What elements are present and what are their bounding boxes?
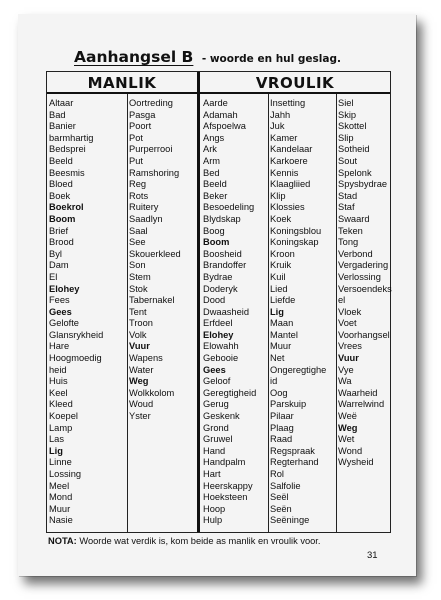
note-label: NOTA: <box>48 536 77 546</box>
word-entry: Elowahh <box>203 341 239 352</box>
word-entry: Volk <box>129 329 147 340</box>
word-entry: Seën <box>270 503 292 514</box>
word-entry: Glansrykheid <box>49 329 104 340</box>
word-entry: Versoendeks <box>338 283 392 294</box>
word-entry: Sotheid <box>338 144 370 155</box>
word-entry: Net <box>270 353 285 364</box>
word-entry: Skottel <box>338 121 367 132</box>
word-entry: Poort <box>129 121 152 132</box>
column-separator <box>127 94 128 532</box>
word-entry: Kroon <box>270 248 295 259</box>
word-entry: Klossies <box>270 202 305 213</box>
word-entry: Troon <box>129 318 153 329</box>
word-entry: Handpalm <box>203 457 246 468</box>
word-entry: Vergadering <box>338 260 389 271</box>
word-entry: Tong <box>338 237 359 248</box>
word-entry: Woud <box>129 399 154 410</box>
word-entry: Voorhangsel <box>338 329 390 340</box>
word-entry: Boosheid <box>203 248 242 259</box>
word-entry: Slip <box>338 132 354 143</box>
word-entry: Water <box>129 364 154 375</box>
word-entry: Teken <box>338 225 363 236</box>
word-entry: Vuur <box>338 353 359 364</box>
word-entry: Elohey <box>49 283 80 294</box>
word-entry: Koningsblou <box>270 225 322 236</box>
word-entry: Vrees <box>338 341 362 352</box>
word-entry: Mond <box>49 492 73 503</box>
word-entry: Gruwel <box>203 434 233 445</box>
word-entry: Staf <box>338 202 355 213</box>
word-entry: Regterhand <box>270 457 319 468</box>
word-entry: Bedsprei <box>49 144 86 155</box>
word-entry: Nasie <box>49 515 73 526</box>
word-entry: Swaard <box>338 213 370 224</box>
word-entry: Kleed <box>49 399 73 410</box>
gender-word-table <box>46 71 391 533</box>
word-entry: el <box>338 295 346 306</box>
word-entry: Adamah <box>203 109 238 120</box>
word-entry: Rots <box>129 190 149 201</box>
word-entry: Bloed <box>49 179 73 190</box>
word-entry: Gelofte <box>49 318 79 329</box>
word-entry: Boom <box>203 237 230 248</box>
column-separator <box>268 94 269 532</box>
word-entry: Jahh <box>270 109 291 120</box>
title-subtitle: - woorde en hul geslag. <box>201 53 341 65</box>
word-entry: heid <box>49 364 67 375</box>
word-entry: Parskuip <box>270 399 307 410</box>
word-entry: Besoedeling <box>203 202 255 213</box>
word-entry: Doderyk <box>203 283 238 294</box>
word-entry: id <box>270 376 278 387</box>
word-entry: Yster <box>129 411 151 422</box>
word-entry: Hare <box>49 341 70 352</box>
word-entry: Stad <box>338 190 358 201</box>
word-entry: Wolkkolom <box>129 387 175 398</box>
word-entry: Seëninge <box>270 515 310 526</box>
word-entry: Hart <box>203 469 221 479</box>
word-entry: Vye <box>338 364 354 375</box>
word-entry: Weg <box>338 422 358 433</box>
word-entry: Kuil <box>270 271 286 282</box>
word-entry: Geregtigheid <box>203 387 257 398</box>
word-entry: Elohey <box>203 329 234 340</box>
word-entry: Stem <box>129 271 151 282</box>
header-manlik: MANLIK <box>47 72 197 94</box>
word-entry: Bad <box>49 109 66 120</box>
book-page <box>18 14 416 576</box>
word-entry: Vloek <box>338 306 362 317</box>
word-entry: Maan <box>270 318 294 329</box>
vroulik-column-2 <box>270 98 326 527</box>
word-entry: Siel <box>338 98 354 108</box>
word-entry: Hoogmoedig <box>49 353 102 364</box>
word-entry: Huis <box>49 376 68 387</box>
word-entry: Geloof <box>203 376 231 387</box>
word-entry: Beeld <box>203 179 227 190</box>
word-entry: Altaar <box>49 98 74 108</box>
word-entry: Lossing <box>49 469 82 479</box>
word-entry: Seël <box>270 492 289 503</box>
word-entry: Lig <box>49 445 63 456</box>
word-entry: Skouerkleed <box>129 248 181 259</box>
word-entry: Keel <box>49 387 68 398</box>
word-entry: Muur <box>49 503 71 514</box>
word-entry: Pot <box>129 132 143 143</box>
word-entry: Gees <box>203 364 226 375</box>
word-entry: Arm <box>203 155 221 166</box>
word-entry: Rol <box>270 469 284 479</box>
manlik-column-1 <box>49 98 103 527</box>
word-entry: El <box>49 271 58 282</box>
word-entry: Wond <box>338 445 363 456</box>
word-entry: Son <box>129 260 146 271</box>
word-entry: Klaagliied <box>270 179 311 190</box>
manlik-column-2 <box>129 98 181 423</box>
word-entry: Heerskappy <box>203 480 253 491</box>
word-entry: Beeld <box>49 155 73 166</box>
word-entry: barmhartig <box>49 132 94 143</box>
word-entry: Ramshoring <box>129 167 180 178</box>
word-entry: Insetting <box>270 98 306 108</box>
word-entry: See <box>129 237 146 248</box>
word-entry: Brief <box>49 225 69 236</box>
word-entry: Warrelwind <box>338 399 385 410</box>
word-entry: Saadlyn <box>129 213 163 224</box>
word-entry: Stok <box>129 283 148 294</box>
word-entry: Meel <box>49 480 70 491</box>
word-entry: Raad <box>270 434 293 445</box>
word-entry: Saal <box>129 225 148 236</box>
word-entry: Waarheid <box>338 387 378 398</box>
word-entry: Spelonk <box>338 167 372 178</box>
word-entry: Kennis <box>270 167 299 178</box>
header-vroulik: VROULIK <box>200 72 390 94</box>
gender-divider <box>197 72 200 532</box>
word-entry: Lig <box>270 306 284 317</box>
word-entry: Beker <box>203 190 228 201</box>
word-entry: Koepel <box>49 411 78 422</box>
word-entry: Kruik <box>270 260 292 271</box>
word-entry: Lamp <box>49 422 73 433</box>
word-entry: Hulp <box>203 515 223 526</box>
word-entry: Wysheid <box>338 457 374 468</box>
word-entry: Ruitery <box>129 202 159 213</box>
page-title <box>74 48 341 67</box>
word-entry: Weë <box>338 411 357 422</box>
word-entry: Pilaar <box>270 411 294 422</box>
word-entry: Boek <box>49 190 71 201</box>
column-separator <box>336 94 337 532</box>
word-entry: Grond <box>203 422 229 433</box>
word-entry: Bydrae <box>203 271 233 282</box>
page-number: 31 <box>367 550 378 561</box>
word-entry: Regspraak <box>270 445 315 456</box>
word-entry: Boog <box>203 225 225 236</box>
word-entry: Boekrol <box>49 202 84 213</box>
word-entry: Mantel <box>270 329 298 340</box>
word-entry: Spysbydrae <box>338 179 388 190</box>
word-entry: Tent <box>129 306 147 317</box>
word-entry: Gerug <box>203 399 229 410</box>
word-entry: Brood <box>49 237 74 248</box>
word-entry: Liefde <box>270 295 296 306</box>
word-entry: Reg <box>129 179 147 190</box>
word-entry: Juk <box>270 121 285 132</box>
word-entry: Wet <box>338 434 355 445</box>
word-entry: Karkoere <box>270 155 308 166</box>
word-entry: Purperrooi <box>129 144 173 155</box>
footnote <box>48 536 320 546</box>
word-entry: Hoop <box>203 503 226 514</box>
word-entry: Put <box>129 155 143 166</box>
word-entry: Dwaasheid <box>203 306 249 317</box>
word-entry: Aarde <box>203 98 228 108</box>
word-entry: Boom <box>49 213 76 224</box>
word-entry: Wa <box>338 376 352 387</box>
word-entry: Wapens <box>129 353 163 364</box>
word-entry: Kandelaar <box>270 144 313 155</box>
word-entry: Fees <box>49 295 70 306</box>
word-entry: Pasga <box>129 109 156 120</box>
word-entry: Las <box>49 434 64 445</box>
word-entry: Geskenk <box>203 411 240 422</box>
word-entry: Dood <box>203 295 226 306</box>
word-entry: Voet <box>338 318 357 329</box>
word-entry: Blydskap <box>203 213 241 224</box>
word-entry: Dam <box>49 260 69 271</box>
word-entry: Linne <box>49 457 72 468</box>
word-entry: Koningskap <box>270 237 319 248</box>
word-entry: Lied <box>270 283 288 294</box>
word-entry: Ongeregtighe <box>270 364 327 375</box>
word-entry: Ark <box>203 144 217 155</box>
vroulik-column-1 <box>203 98 256 527</box>
word-entry: Gebooie <box>203 353 239 364</box>
word-entry: Plaag <box>270 422 294 433</box>
word-entry: Brandoffer <box>203 260 247 271</box>
word-entry: Klip <box>270 190 286 201</box>
word-entry: Bed <box>203 167 220 178</box>
word-entry: Erfdeel <box>203 318 233 329</box>
vroulik-column-3 <box>338 98 392 469</box>
word-entry: Oortreding <box>129 98 173 108</box>
word-entry: Tabernakel <box>129 295 175 306</box>
word-entry: Hand <box>203 445 226 456</box>
word-entry: Vuur <box>129 341 150 352</box>
word-entry: Koek <box>270 213 292 224</box>
word-entry: Salfolie <box>270 480 301 491</box>
word-entry: Sout <box>338 155 358 166</box>
word-entry: Afspoelwa <box>203 121 246 132</box>
word-entry: Byl <box>49 248 62 259</box>
word-entry: Banier <box>49 121 76 132</box>
word-entry: Oog <box>270 387 288 398</box>
word-entry: Muur <box>270 341 292 352</box>
word-entry: Weg <box>129 376 149 387</box>
word-entry: Hoeksteen <box>203 492 248 503</box>
word-entry: Skip <box>338 109 357 120</box>
word-entry: Angs <box>203 132 225 143</box>
note-text: Woorde wat verdik is, kom beide as manlik en vroulik voor. <box>79 536 321 546</box>
word-entry: Verbond <box>338 248 373 259</box>
word-entry: Kamer <box>270 132 298 143</box>
word-entry: Gees <box>49 306 72 317</box>
word-entry: Verlossing <box>338 271 381 282</box>
word-entry: Beesmis <box>49 167 85 178</box>
title-main: Aanhangsel B <box>74 48 194 66</box>
